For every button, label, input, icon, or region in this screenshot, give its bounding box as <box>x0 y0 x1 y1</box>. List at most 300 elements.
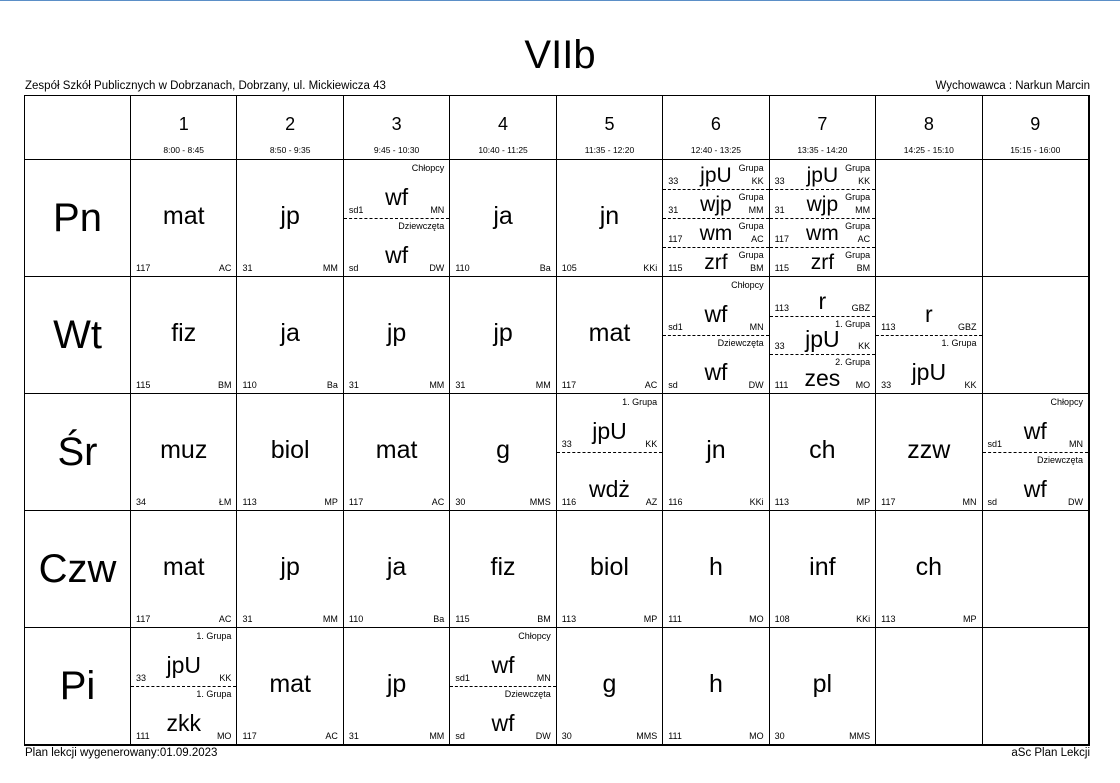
lesson-room: 30 <box>561 731 572 741</box>
lesson-teacher: AC <box>325 731 338 741</box>
lesson-cell <box>344 277 450 394</box>
lesson-subject: jpU <box>806 164 839 187</box>
lesson-room: 111 <box>136 731 150 741</box>
lesson-room: 31 <box>668 205 679 215</box>
lesson-cell <box>557 628 663 745</box>
lesson-room: 113 <box>242 497 257 507</box>
lesson-room: 115 <box>668 263 683 273</box>
lesson-entry <box>237 160 342 276</box>
lesson-subject: biol <box>270 435 310 464</box>
period-time: 11:35 - 12:20 <box>584 145 635 155</box>
lesson-room: 108 <box>774 614 790 624</box>
lesson-teacher: AC <box>431 497 445 507</box>
period-number: 5 <box>604 114 615 134</box>
lesson-teacher: MM <box>535 380 551 390</box>
lesson-teacher: BM <box>750 263 764 273</box>
lesson-cell <box>450 160 556 277</box>
lesson-group: 1. Grupa <box>196 631 232 641</box>
lesson-cell <box>131 277 237 394</box>
lesson-room: 115 <box>455 614 470 624</box>
lesson-subject: zkk <box>166 710 201 736</box>
lesson-entry <box>344 160 449 219</box>
lesson-teacher: KK <box>219 673 232 683</box>
lesson-room: 113 <box>881 322 896 332</box>
lesson-room: 31 <box>348 731 359 741</box>
lesson-teacher: DW <box>429 263 445 273</box>
lesson-room: sd1 <box>987 439 1003 449</box>
lesson-cell <box>450 277 556 394</box>
lesson-room: 117 <box>242 731 257 741</box>
lesson-group: Dziewczęta <box>398 221 445 231</box>
lesson-room: 111 <box>774 379 789 390</box>
lesson-entry <box>876 277 981 336</box>
day-label: Czw <box>25 511 131 628</box>
lesson-subject: jp <box>493 318 513 347</box>
lesson-subject: jp <box>386 318 407 347</box>
lesson-entry <box>131 511 236 627</box>
lesson-teacher: MP <box>643 614 658 624</box>
lesson-teacher: KK <box>964 380 977 390</box>
lesson-entry <box>663 511 768 627</box>
lesson-entry <box>344 277 449 393</box>
period-number: 9 <box>1030 114 1041 134</box>
lesson-entry <box>237 511 342 627</box>
lesson-entry <box>131 628 236 687</box>
lesson-room: 31 <box>455 380 466 390</box>
lesson-teacher: DW <box>748 380 764 390</box>
lesson-group: Grupa <box>738 192 764 202</box>
lesson-cell <box>557 394 663 511</box>
lesson-subject: g <box>496 435 510 464</box>
lesson-cell <box>663 511 769 628</box>
period-time: 14:25 - 15:10 <box>903 145 954 155</box>
lesson-teacher: MMS <box>636 731 658 741</box>
lesson-entry <box>344 218 449 276</box>
lesson-group: Dziewczęta <box>717 338 764 348</box>
period-header <box>557 96 663 160</box>
lesson-entry <box>450 628 555 687</box>
lesson-group: Chłopcy <box>518 631 551 641</box>
lesson-room: 117 <box>881 497 896 507</box>
lesson-group: Grupa <box>845 163 871 173</box>
lesson-teacher: KK <box>751 176 764 186</box>
lesson-room: 117 <box>348 497 364 507</box>
lesson-subject: zzw <box>907 435 951 464</box>
lesson-room: sd <box>455 731 465 741</box>
lesson-subject: ch <box>915 552 943 581</box>
lesson-entry <box>344 394 449 510</box>
lesson-subject: wf <box>385 242 409 268</box>
period-time: 10:40 - 11:25 <box>478 145 528 155</box>
lesson-subject: fiz <box>171 318 197 347</box>
lesson-teacher: Ba <box>326 380 338 390</box>
empty-cell <box>876 628 982 745</box>
lesson-entry <box>344 511 449 627</box>
lesson-entry <box>237 277 342 393</box>
lesson-entry <box>663 189 768 219</box>
lesson-group: 1. Grupa <box>622 397 658 407</box>
lesson-subject: g <box>602 669 617 698</box>
lesson-room: sd <box>668 380 678 390</box>
lesson-entry <box>131 686 236 744</box>
period-time: 12:40 - 13:25 <box>690 145 741 155</box>
lesson-room: sd <box>987 497 998 507</box>
lesson-teacher: AC <box>644 380 658 390</box>
lesson-room: 117 <box>136 614 151 624</box>
class-teacher: Wychowawca : Narkun Marcin <box>935 80 1090 92</box>
day-label: Pn <box>25 160 131 277</box>
period-header <box>770 96 876 160</box>
lesson-teacher: AC <box>218 614 232 624</box>
lesson-subject: jn <box>599 201 620 230</box>
period-header <box>450 96 556 160</box>
lesson-entry <box>770 160 875 190</box>
lesson-entry <box>237 394 342 510</box>
empty-cell <box>876 160 982 277</box>
lesson-subject: muz <box>160 435 208 464</box>
lesson-room: 113 <box>881 614 896 624</box>
lesson-entry <box>770 218 875 248</box>
period-header <box>237 96 343 160</box>
lesson-entry <box>557 394 662 453</box>
lesson-room: 110 <box>455 263 470 273</box>
lesson-teacher: KK <box>858 176 871 186</box>
lesson-subject: fiz <box>490 552 516 581</box>
lesson-entry <box>770 511 875 627</box>
day-label: Wt <box>25 277 131 394</box>
lesson-room: 113 <box>774 302 790 313</box>
lesson-group: Chłopcy <box>1050 397 1083 407</box>
lesson-subject: wf <box>704 359 728 385</box>
period-time: 8:00 - 8:45 <box>163 145 205 155</box>
lesson-entry <box>663 277 768 336</box>
lesson-cell <box>131 160 237 277</box>
lesson-room: 30 <box>774 731 785 741</box>
lesson-teacher: AC <box>218 263 232 273</box>
lesson-entry <box>983 394 1088 453</box>
day-label: Pi <box>25 628 131 745</box>
lesson-group: 2. Grupa <box>835 357 871 368</box>
lesson-cell <box>663 628 769 745</box>
timetable-grid <box>24 95 1090 746</box>
lesson-group: Grupa <box>738 163 764 173</box>
lesson-room: 116 <box>668 497 683 507</box>
lesson-cell <box>876 394 982 511</box>
lesson-cell <box>237 160 343 277</box>
lesson-room: 113 <box>774 497 790 507</box>
lesson-room: 31 <box>242 263 253 273</box>
period-time: 13:35 - 14:20 <box>797 145 848 155</box>
period-header <box>876 96 982 160</box>
lesson-subject: inf <box>809 552 836 581</box>
lesson-subject: wm <box>699 222 733 245</box>
lesson-cell <box>876 511 982 628</box>
lesson-room: 33 <box>881 380 892 390</box>
lesson-teacher: GBZ <box>851 302 871 313</box>
lesson-cell <box>770 628 876 745</box>
lesson-teacher: ŁM <box>218 497 232 507</box>
lesson-teacher: MN <box>430 205 445 215</box>
lesson-teacher: MP <box>856 497 871 507</box>
lesson-teacher: DW <box>1067 497 1083 507</box>
lesson-teacher: MN <box>536 673 551 683</box>
lesson-group: 1. Grupa <box>196 689 232 699</box>
lesson-cell <box>557 511 663 628</box>
lesson-cell <box>770 394 876 511</box>
lesson-entry <box>557 452 662 510</box>
lesson-subject: zrf <box>810 251 835 274</box>
lesson-cell <box>131 628 237 745</box>
lesson-room: 117 <box>136 263 151 273</box>
lesson-room: 115 <box>774 263 790 273</box>
lesson-group: Grupa <box>845 192 871 202</box>
lesson-group: Grupa <box>845 250 871 260</box>
lesson-subject: h <box>708 669 723 698</box>
lesson-group: Dziewczęta <box>504 689 551 699</box>
lesson-teacher: MP <box>324 497 338 507</box>
lesson-teacher: MN <box>1068 439 1083 449</box>
lesson-room: 33 <box>136 673 147 683</box>
lesson-teacher: MMS <box>529 497 551 507</box>
period-time: 8:50 - 9:35 <box>269 145 311 155</box>
lesson-subject: jpU <box>166 652 201 678</box>
lesson-room: sd1 <box>668 322 683 332</box>
lesson-group: 1. Grupa <box>941 338 977 348</box>
lesson-entry <box>663 335 768 393</box>
school-name: Zespół Szkół Publicznych w Dobrzanach, Dobrzany, ul. Mickiewicza 43 <box>25 80 386 92</box>
lesson-teacher: MM <box>855 205 871 215</box>
corner-cell <box>25 96 131 160</box>
lesson-teacher: MM <box>429 731 445 741</box>
lesson-subject: wf <box>385 184 409 210</box>
empty-cell <box>983 628 1089 745</box>
lesson-room: 117 <box>561 380 577 390</box>
lesson-cell <box>557 277 663 394</box>
lesson-entry <box>770 354 875 393</box>
lesson-teacher: GBZ <box>958 322 977 332</box>
lesson-subject: wf <box>704 301 728 327</box>
empty-cell <box>983 277 1089 394</box>
lesson-teacher: MN <box>962 497 977 507</box>
lesson-room: 33 <box>668 176 679 186</box>
lesson-room: 110 <box>242 380 257 390</box>
lesson-teacher: MP <box>963 614 977 624</box>
lesson-cell <box>237 394 343 511</box>
lesson-room: 31 <box>242 614 253 624</box>
lesson-cell <box>983 394 1089 511</box>
lesson-entry <box>450 277 555 393</box>
period-header <box>983 96 1089 160</box>
lesson-subject: mat <box>588 318 631 347</box>
lesson-room: sd1 <box>455 673 470 683</box>
empty-cell <box>983 160 1089 277</box>
period-number: 7 <box>817 114 828 134</box>
lesson-room: 110 <box>348 614 364 624</box>
lesson-cell <box>450 628 556 745</box>
lesson-entry <box>663 247 768 276</box>
lesson-teacher: MO <box>749 731 764 741</box>
lesson-room: 111 <box>668 731 682 741</box>
lesson-teacher: Ba <box>433 614 445 624</box>
lesson-teacher: KKi <box>856 614 871 624</box>
lesson-room: 33 <box>774 341 785 352</box>
lesson-room: 33 <box>561 439 572 449</box>
generator-name: aSc Plan Lekcji <box>1011 747 1090 759</box>
lesson-subject: wf <box>491 710 515 736</box>
lesson-cell <box>237 511 343 628</box>
period-number: 6 <box>710 114 721 134</box>
lesson-cell <box>237 277 343 394</box>
lesson-subject: ja <box>493 201 513 230</box>
lesson-cell <box>663 394 769 511</box>
lesson-subject: biol <box>590 552 629 581</box>
lesson-group: Dziewczęta <box>1036 455 1083 465</box>
lesson-group: 1. Grupa <box>835 318 871 329</box>
lesson-subject: jpU <box>911 359 947 385</box>
lesson-entry <box>770 394 875 510</box>
lesson-teacher: MO <box>216 731 232 741</box>
lesson-entry <box>770 277 875 317</box>
lesson-subject: wdż <box>589 476 630 502</box>
lesson-entry <box>131 277 236 393</box>
lesson-entry <box>131 394 236 510</box>
lesson-subject: jp <box>280 201 300 230</box>
lesson-entry <box>876 335 981 393</box>
lesson-room: 116 <box>561 497 577 507</box>
lesson-subject: wf <box>1023 418 1047 444</box>
lesson-cell <box>344 394 450 511</box>
lesson-cell <box>344 628 450 745</box>
lesson-cell <box>663 277 769 394</box>
lesson-subject: r <box>924 301 933 327</box>
lesson-room: sd1 <box>348 205 364 215</box>
period-time: 15:15 - 16:00 <box>1010 145 1061 155</box>
lesson-entry <box>557 160 662 276</box>
lesson-teacher: MMS <box>849 731 871 741</box>
page-title: VIIb <box>524 33 596 77</box>
lesson-teacher: DW <box>535 731 551 741</box>
lesson-subject: ja <box>386 552 407 581</box>
lesson-teacher: AC <box>857 234 871 244</box>
lesson-subject: mat <box>162 201 205 230</box>
lesson-subject: jp <box>280 552 300 581</box>
lesson-cell <box>344 160 450 277</box>
lesson-room: 111 <box>668 614 682 624</box>
lesson-group: Grupa <box>738 250 764 260</box>
lesson-subject: ch <box>809 435 836 464</box>
lesson-entry <box>450 511 555 627</box>
top-border-line <box>0 0 1120 1</box>
lesson-teacher: BM <box>856 263 871 273</box>
lesson-subject: wjp <box>700 193 732 216</box>
lesson-subject: wm <box>806 222 839 245</box>
lesson-subject: jpU <box>805 326 840 353</box>
lesson-teacher: AZ <box>645 497 658 507</box>
lesson-cell <box>557 160 663 277</box>
lesson-subject: pl <box>812 669 833 698</box>
lesson-teacher: MO <box>749 614 764 624</box>
lesson-entry <box>557 277 662 393</box>
lesson-subject: jp <box>386 669 407 698</box>
lesson-entry <box>663 218 768 248</box>
lesson-room: 31 <box>348 380 359 390</box>
lesson-teacher: KKi <box>643 263 658 273</box>
lesson-entry <box>131 160 236 276</box>
lesson-teacher: KKi <box>749 497 764 507</box>
lesson-subject: zes <box>804 364 841 391</box>
day-label: Śr <box>25 394 131 511</box>
lesson-subject: r <box>818 287 827 314</box>
lesson-entry <box>770 189 875 219</box>
lesson-teacher: MM <box>322 263 338 273</box>
period-number: 3 <box>391 114 402 134</box>
lesson-cell <box>663 160 769 277</box>
lesson-entry <box>770 247 875 276</box>
lesson-group: Chłopcy <box>731 280 764 290</box>
period-number: 1 <box>178 114 189 134</box>
lesson-subject: wf <box>1023 476 1047 502</box>
period-number: 8 <box>923 114 934 134</box>
lesson-entry <box>663 160 768 190</box>
lesson-subject: wf <box>491 652 515 678</box>
lesson-room: 34 <box>136 497 147 507</box>
period-number: 2 <box>285 114 296 134</box>
lesson-subject: ja <box>280 318 300 347</box>
generated-date: Plan lekcji wygenerowany:01.09.2023 <box>25 747 218 759</box>
lesson-room: 117 <box>774 234 790 244</box>
lesson-teacher: KK <box>645 439 658 449</box>
lesson-entry <box>770 316 875 356</box>
lesson-teacher: KK <box>858 341 871 352</box>
lesson-cell <box>344 511 450 628</box>
lesson-teacher: Ba <box>539 263 551 273</box>
lesson-room: 117 <box>668 234 683 244</box>
lesson-subject: mat <box>269 669 311 698</box>
lesson-subject: jpU <box>700 164 732 187</box>
lesson-entry <box>557 628 662 744</box>
lesson-cell <box>876 277 982 394</box>
lesson-entry <box>663 628 768 744</box>
lesson-subject: jpU <box>592 418 627 444</box>
lesson-cell <box>770 511 876 628</box>
lesson-cell <box>131 511 237 628</box>
lesson-room: 30 <box>455 497 466 507</box>
lesson-entry <box>450 686 555 744</box>
period-header <box>663 96 769 160</box>
lesson-teacher: MM <box>748 205 764 215</box>
lesson-cell <box>131 394 237 511</box>
lesson-teacher: MM <box>429 380 445 390</box>
period-number: 4 <box>498 114 509 134</box>
lesson-room: 105 <box>561 263 577 273</box>
period-header <box>131 96 237 160</box>
lesson-cell <box>450 511 556 628</box>
empty-cell <box>983 511 1089 628</box>
lesson-teacher: AC <box>751 234 764 244</box>
lesson-subject: h <box>708 552 723 581</box>
lesson-cell <box>237 628 343 745</box>
lesson-subject: mat <box>162 552 205 581</box>
lesson-teacher: BM <box>537 614 551 624</box>
lesson-subject: jn <box>706 435 726 464</box>
lesson-cell <box>770 160 876 277</box>
lesson-room: sd <box>348 263 359 273</box>
lesson-entry <box>450 394 555 510</box>
lesson-entry <box>663 394 768 510</box>
lesson-teacher: MM <box>322 614 338 624</box>
lesson-entry <box>876 511 981 627</box>
lesson-group: Grupa <box>845 221 871 231</box>
